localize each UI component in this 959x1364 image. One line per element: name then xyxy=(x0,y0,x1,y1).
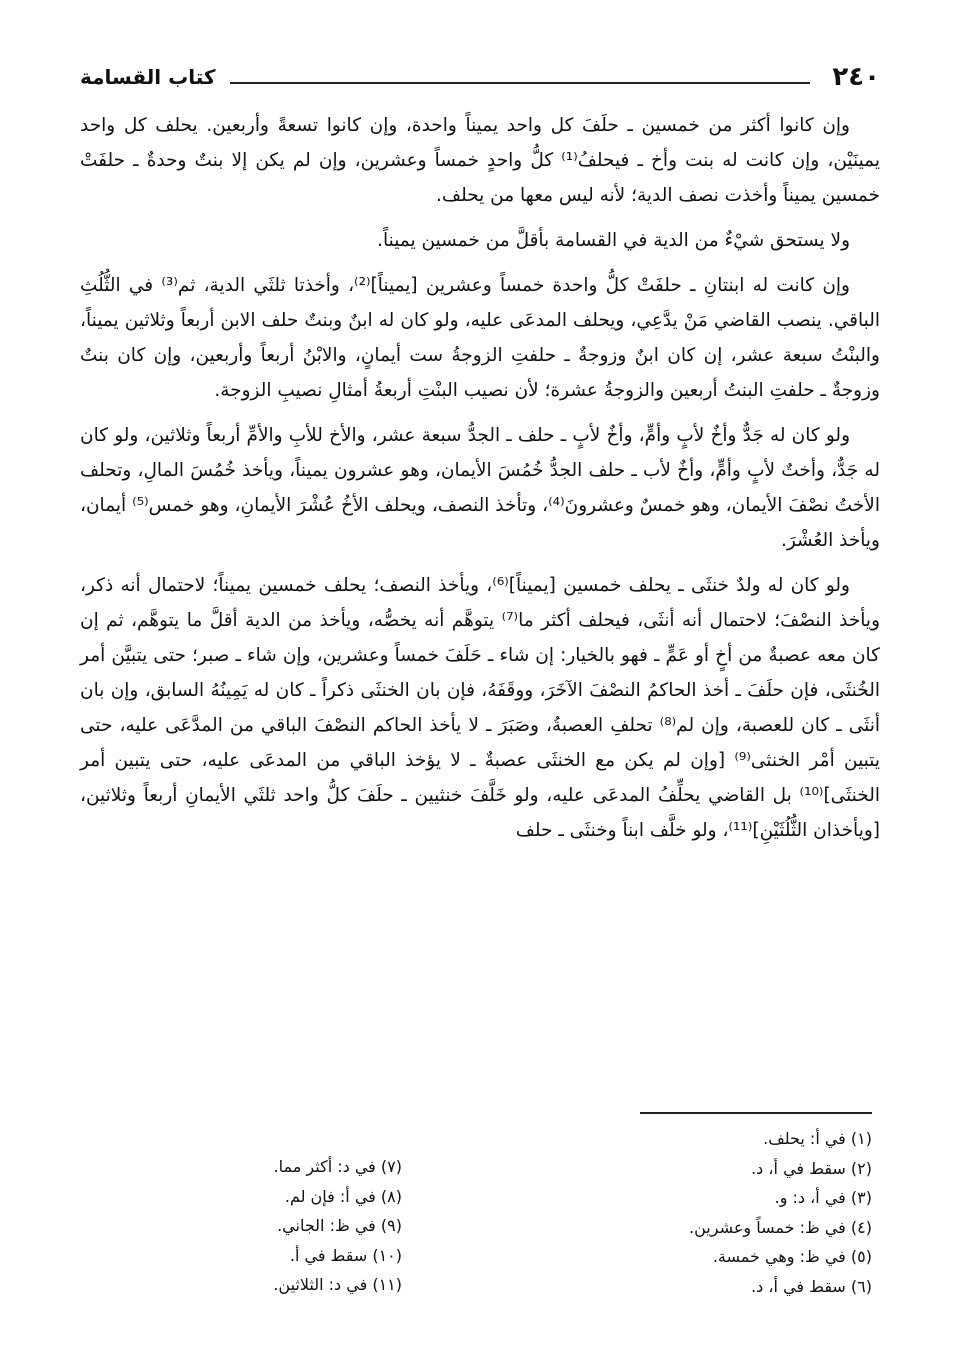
paragraph: وإن كانوا أكثر من خمسين ـ حلَفَ كل واحد يميناً واحدة، وإن كانوا تسعةً وأربعين. يحلف كل واحد يمينَيْن، وإن كانت له بنت وأخ ـ فيحلفُ⁽¹⁾ كلُّ واحدٍ خمساً وعشرين، وإن لم يكن إلا بنتٌ وحدةٌ ـ حلفَتْ خمسين يميناً وأخذت نصف الدية؛ لأنه ليس معها من يحلف. xyxy=(80,115,880,206)
footnote: (٤) في ظ: خمساً وعشرين. xyxy=(689,1217,872,1237)
paragraph: ولا يستحق شيْءٌ من الدية في القسامة بأقلَّ من خمسين يميناً. xyxy=(377,230,850,251)
footnotes-left-column xyxy=(102,1152,402,1300)
paragraph: ولو كان له جَدٌّ وأخٌ لأبٍ وأمٍّ، وأخٌ لأبٍ ـ حلف ـ الجدُّ سبعة عشر، والأخ للأبِ والأمِّ أربعاً وثلاثين، ولو كان له جَدٌّ، وأختٌ لأبٍ وأمٍّ، وأخٌ لأب ـ حلف الجدُّ خُمُسَ الأيمان، وهو عشرون يميناً، ويأخذ خُمُسَ المالِ، وتحلف الأختُ نصْفَ الأيمان، وهو خمسٌ وعشرونَ⁽⁴⁾، وتأخذ النصف، ويحلف الأخُ عُشْرَ الأيمانِ، وهو خمس⁽⁵⁾ أيمان، ويأخذ العُشْرَ. xyxy=(80,425,880,551)
footnote: (٦) سقط في أ، د. xyxy=(751,1276,872,1296)
header-rule xyxy=(230,82,810,84)
footnote: (١) في أ: يحلف. xyxy=(763,1129,872,1148)
footnotes-right-column xyxy=(492,1124,872,1301)
footnote-separator xyxy=(640,1112,872,1114)
footnote: (١٠) سقط في أ. xyxy=(289,1245,402,1265)
running-title: كتاب القسامة xyxy=(80,65,216,89)
footnote: (٩) في ظ: الجاني. xyxy=(277,1216,402,1235)
footnote: (١١) في د: الثلاثين. xyxy=(273,1275,402,1294)
paragraph: وإن كانت له ابنتانِ ـ حلفَتْ كلُّ واحدة خمساً وعشرين [يميناً]⁽²⁾، وأخذتا ثلثَي الدية، ثم⁽³⁾ في الثُّلُثِ الباقي. ينصب القاضي مَنْ يدَّعِي، ويحلف المدعَى عليه، ولو كان له ابنٌ وبنتٌ حلف الابن أربعاً وثلاثين يميناً، والبنْتُ سبعة عشر، إن كان ابنٌ وزوجةٌ ـ حلفتِ الزوجةُ ست أيمانٍ، والابْنُ أربعاً وأربعين، وإن كان بنتٌ وزوجةٌ ـ حلفتِ البنتُ أربعين والزوجةُ عشرة؛ لأن نصيب البنْتِ أربعةُ أمثالِ نصيبِ الزوجة. xyxy=(80,275,880,401)
footnote: (٥) في ظ: وهي خمسة. xyxy=(712,1247,872,1266)
paragraph: ولو كان له ولدٌ خنثَى ـ يحلف خمسين [يميناً]⁽⁶⁾، ويأخذ النصف؛ يحلف خمسين يميناً؛ لاحتمال أنه ذكر، ويأخذ النصْفَ؛ لاحتمال أنه أنثَى، فيحلف أكثر ما⁽⁷⁾ يتوهَّم أنه يخصُّه، ويأخذ من الدية أقلَّ ما يتوهَّم، ثم إن كان معه عصبةٌ من أخٍ أو عَمٍّ ـ فهو بالخيار: إن شاء ـ حَلَفَ خمساً وعشرين، وإن شاء ـ صبر؛ حتى يتبيَّن أمر الخُنثَى، فإن حلَفَ ـ أخذ الحاكمُ النصْفَ الآخَرَ، ووقَفَهُ، فإن بان الخنثَى ذكراً ـ كان له يَمِينُهُ السابق، وإن بان أنثَى ـ كان للعصبة، وإن لم⁽⁸⁾ تحلفِ العصبةُ، وصَبَرَ ـ لا يأخذ الحاكم النصْفَ الباقي من المدَّعَى عليه، حتى يتبين أمْر الخنثى⁽⁹⁾ [وإن لم يكن مع الخنثَى عصبةٌ ـ لا يؤخذ الباقي من المدعَى عليه، حتى يتبين أمر الخنثَى]⁽¹⁰⁾ بل القاضي يحلِّفُ المدعَى عليه، ولو خَلَّفَ خنثيين ـ حلَفَ كلُّ واحد ثلثَي الأيمانِ أربعاً وثلاثين، [ويأخذان الثُّلُثَيْنِ]⁽¹¹⁾، ولو خلَّف ابناً وخنثَى ـ حلف xyxy=(80,575,881,841)
footnote: (٣) في أ، د: و. xyxy=(774,1188,872,1207)
main-text xyxy=(80,108,880,858)
page-number: ٢٤٠ xyxy=(832,62,880,92)
footnote: (٨) في أ: فإن لم. xyxy=(284,1186,402,1206)
footnote: (٢) سقط في أ، د. xyxy=(751,1158,872,1178)
page-header xyxy=(80,60,880,94)
footnote: (٧) في د: أكثر مما. xyxy=(273,1157,402,1176)
